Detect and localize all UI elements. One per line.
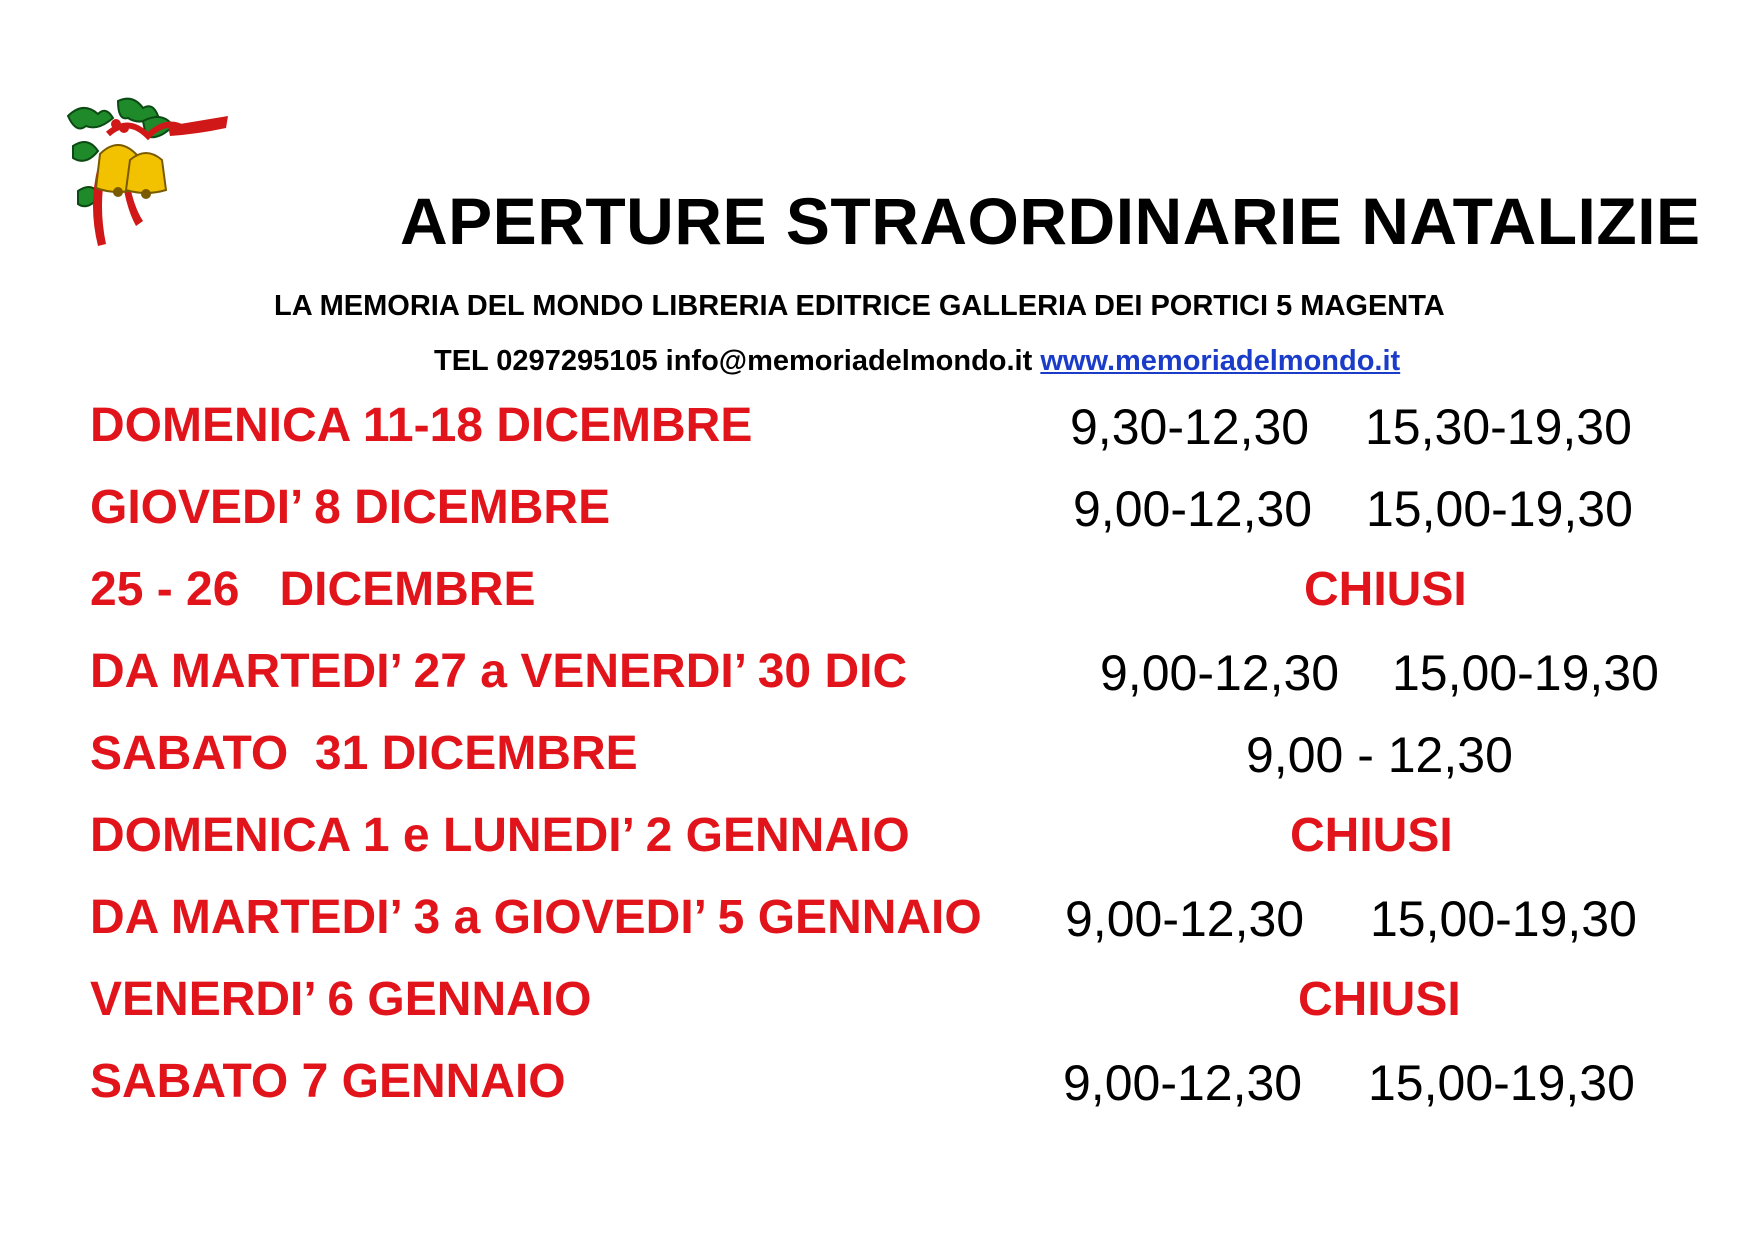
schedule-row (0, 562, 1754, 642)
schedule-label: DA MARTEDI’ 27 a VENERDI’ 30 DIC (90, 645, 908, 698)
schedule-label: DA MARTEDI’ 3 a GIOVEDI’ 5 GENNAIO (90, 891, 982, 944)
afternoon-hours: 15,00-19,30 (1370, 891, 1637, 947)
afternoon-hours: 15,30-19,30 (1365, 399, 1632, 455)
closed-label: CHIUSI (1298, 973, 1461, 1026)
single-hours: 9,00 - 12,30 (1246, 727, 1513, 783)
schedule-row (0, 480, 1754, 560)
schedule-label: GIOVEDI’ 8 DICEMBRE (90, 481, 611, 534)
schedule-row (0, 808, 1754, 888)
schedule-label: SABATO 31 DICEMBRE (90, 727, 638, 780)
schedule-row (0, 644, 1754, 724)
afternoon-hours: 15,00-19,30 (1392, 645, 1659, 701)
morning-hours: 9,00-12,30 (1063, 1055, 1303, 1111)
closed-label: CHIUSI (1290, 809, 1453, 862)
schedule-row (0, 972, 1754, 1052)
store-address: LA MEMORIA DEL MONDO LIBRERIA EDITRICE GALLERIA DEI PORTICI 5 MAGENTA (274, 290, 1445, 322)
afternoon-hours: 15,00-19,30 (1366, 481, 1633, 537)
afternoon-hours: 15,00-19,30 (1368, 1055, 1635, 1111)
schedule-label: DOMENICA 1 e LUNEDI’ 2 GENNAIO (90, 809, 910, 862)
schedule-row (0, 726, 1754, 806)
page-title: APERTURE STRAORDINARIE NATALIZIE (400, 184, 1701, 258)
morning-hours: 9,00-12,30 (1073, 481, 1313, 537)
contact-line (434, 345, 1400, 378)
contact-info: TEL 0297295105 info@memoriadelmondo.it (434, 345, 1033, 377)
schedule-label: DOMENICA 11-18 DICEMBRE (90, 399, 753, 452)
schedule-row (0, 1054, 1754, 1134)
schedule-label: 25 - 26 DICEMBRE (90, 563, 536, 616)
morning-hours: 9,00-12,30 (1065, 891, 1305, 947)
schedule-label: SABATO 7 GENNAIO (90, 1055, 566, 1108)
schedule-row (0, 398, 1754, 478)
schedule-row (0, 890, 1754, 970)
closed-label: CHIUSI (1304, 563, 1467, 616)
morning-hours: 9,30-12,30 (1070, 399, 1310, 455)
morning-hours: 9,00-12,30 (1100, 645, 1340, 701)
website-link[interactable]: www.memoriadelmondo.it (1040, 345, 1401, 377)
schedule-label: VENERDI’ 6 GENNAIO (90, 973, 592, 1026)
